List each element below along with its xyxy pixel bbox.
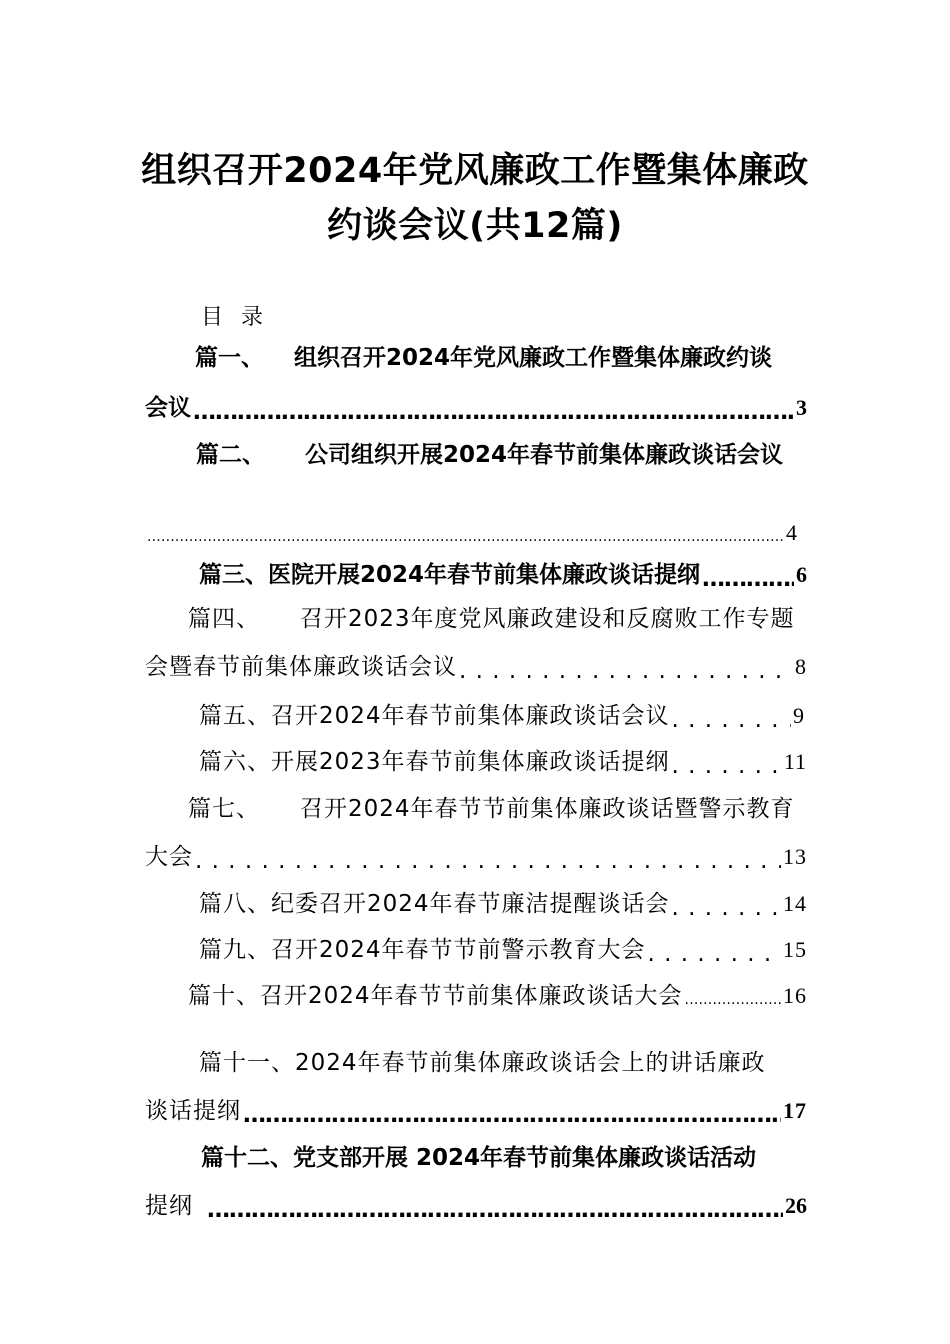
toc-entry-11-line-2[interactable] (145, 1096, 807, 1126)
dot-leader (195, 850, 781, 872)
toc-entry-6[interactable] (199, 747, 807, 777)
toc-entry-label: 篇七、 (188, 796, 260, 822)
toc-entry-title: 召开2024年春节节前集体廉政谈话大会 (260, 983, 683, 1009)
toc-entry-label: 篇九、 (199, 937, 271, 963)
toc-entry-2-line-2[interactable] (145, 518, 797, 548)
document-title-line-1: 组织召开2024年党风廉政工作暨集体廉政 (141, 151, 809, 191)
toc-entry-page-number: 9 (793, 703, 805, 728)
toc-entry-label: 篇十二、 (201, 1145, 293, 1171)
dot-leader (207, 1199, 783, 1221)
toc-entry-page-number: 11 (783, 749, 807, 774)
dot-leader (702, 568, 794, 590)
dot-leader (672, 755, 782, 777)
dot-leader (672, 897, 781, 919)
toc-entry-page-number: 15 (783, 937, 807, 962)
toc-entry-title: 召开2024年春节节前集体廉政谈话暨警示教育 (300, 796, 795, 822)
dot-leader (147, 523, 784, 548)
toc-entry-label: 篇一、 (195, 345, 264, 371)
toc-entry-page-number: 26 (785, 1193, 807, 1218)
toc-entry-title: 组织召开2024年党风廉政工作暨集体廉政约谈 (294, 345, 773, 371)
toc-entry-11-line-1[interactable] (199, 1048, 766, 1078)
toc-entry-title: 2024年春节前集体廉政谈话会上的讲话廉政 (295, 1050, 766, 1076)
toc-entry-7-line-2[interactable] (145, 842, 807, 872)
toc-entry-8[interactable] (199, 889, 807, 919)
toc-entry-2-line-1[interactable] (196, 440, 783, 470)
toc-entry-12-line-1[interactable] (201, 1143, 756, 1173)
toc-entry-title: 医院开展2024年春节前集体廉政谈话提纲 (268, 562, 701, 588)
toc-entry-4-line-2[interactable] (145, 652, 807, 682)
document-title-line-2: 约谈会议(共12篇) (327, 206, 623, 246)
toc-entry-title-continued: 提纲 (145, 1193, 193, 1219)
toc-entry-4-line-1[interactable] (188, 604, 795, 634)
toc-entry-12-line-2[interactable] (145, 1191, 807, 1221)
toc-entry-title: 党支部开展 2024年春节前集体廉政谈话活动 (293, 1145, 757, 1171)
toc-entry-title: 纪委召开2024年春节廉洁提醒谈话会 (271, 891, 670, 917)
toc-entry-label: 篇五、 (199, 703, 271, 729)
toc-entry-title: 召开2023年度党风廉政建设和反腐败工作专题 (300, 606, 795, 632)
toc-entry-1-line-1[interactable] (195, 343, 772, 373)
toc-entry-page-number: 3 (796, 395, 807, 420)
toc-entry-title: 召开2024年春节节前警示教育大会 (271, 937, 646, 963)
toc-entry-page-number: 8 (795, 654, 807, 679)
toc-entry-page-number: 16 (783, 983, 807, 1008)
toc-entry-7-line-1[interactable] (188, 794, 795, 824)
dot-leader (243, 1104, 781, 1126)
toc-entry-label: 篇三、 (199, 562, 268, 588)
toc-entry-1-line-2[interactable] (145, 393, 807, 423)
toc-entry-label: 篇四、 (188, 606, 260, 632)
toc-entry-10[interactable] (188, 981, 807, 1011)
dot-leader (648, 943, 781, 965)
toc-entry-label: 篇十一、 (199, 1050, 295, 1076)
toc-entry-label: 篇十、 (188, 983, 260, 1009)
toc-entry-label: 篇八、 (199, 891, 271, 917)
toc-entry-label: 篇二、 (196, 442, 265, 468)
toc-entry-title-continued: 谈话提纲 (145, 1098, 241, 1124)
toc-entry-label: 篇六、 (199, 749, 271, 775)
dot-leader (672, 709, 791, 731)
toc-entry-5[interactable] (199, 701, 805, 731)
dot-leader (685, 986, 781, 1011)
toc-entry-title: 召开2024年春节前集体廉政谈话会议 (271, 703, 670, 729)
toc-heading (201, 300, 267, 331)
toc-entry-page-number: 6 (796, 562, 807, 587)
toc-entry-title-continued: 会暨春节前集体廉政谈话会议 (145, 654, 457, 680)
toc-entry-title: 公司组织开展2024年春节前集体廉政谈话会议 (305, 442, 784, 468)
toc-heading-char-2: 录 (241, 305, 268, 330)
toc-entry-title: 开展2023年春节前集体廉政谈话提纲 (271, 749, 670, 775)
toc-entry-page-number: 14 (783, 891, 807, 916)
toc-entry-page-number: 4 (786, 520, 797, 545)
toc-entry-3[interactable] (199, 560, 807, 590)
dot-leader (459, 660, 793, 682)
toc-entry-page-number: 13 (783, 844, 807, 869)
toc-entry-page-number: 17 (783, 1098, 807, 1123)
toc-entry-title-continued: 大会 (145, 844, 193, 870)
dot-leader (193, 401, 794, 423)
toc-heading-char-1: 目 (201, 305, 228, 330)
toc-entry-9[interactable] (199, 935, 807, 965)
toc-entry-title-continued: 会议 (145, 395, 191, 421)
